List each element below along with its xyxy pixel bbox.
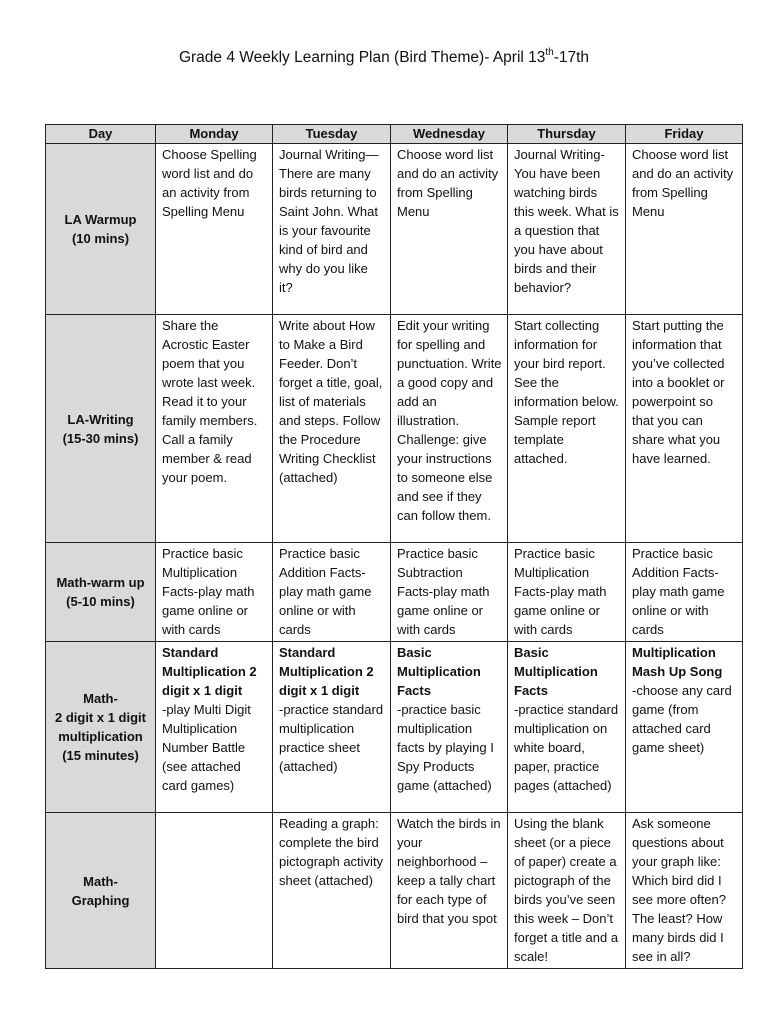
cell-heading: Basic Multiplication Facts	[514, 645, 598, 698]
cell-text: Share the Acrostic Easter poem that you wrote last week. Read it to your family members. Call a family member & read your poem.	[162, 318, 258, 485]
cell-math-graphing-thursday	[508, 813, 626, 969]
cell-math-warmup-friday	[626, 543, 743, 642]
cell-text: Write about How to Make a Bird Feeder. Don’t forget a title, goal, list of materials and steps. Follow the Procedure Writing Checklist (attached)	[279, 318, 383, 485]
header-monday: Monday	[156, 125, 273, 144]
cell-text: Practice basic Addition Facts-play math game online or with cards	[632, 546, 725, 637]
cell-text: Journal Writing—There are many birds returning to Saint John. What is your favourite kind of bird and why do you like it?	[279, 147, 379, 295]
row-label-line: Math-	[83, 691, 118, 706]
title-end: -17th	[553, 49, 590, 67]
row-label-line: (5-10 mins)	[66, 594, 135, 609]
cell-la-warmup-tuesday	[273, 144, 391, 315]
cell-text: Practice basic Multiplication Facts-play math game online or with cards	[162, 546, 255, 637]
cell-math-multiplication-friday	[626, 642, 743, 813]
row-math-warmup	[46, 543, 743, 642]
cell-math-warmup-wednesday	[391, 543, 508, 642]
cell-math-graphing-monday	[156, 813, 273, 969]
cell-math-warmup-thursday	[508, 543, 626, 642]
cell-la-warmup-thursday	[508, 144, 626, 315]
row-label-line: Math-	[83, 873, 118, 889]
row-label-line: Graphing	[71, 892, 130, 908]
cell-text: Choose word list and do an activity from Spelling Menu	[397, 147, 499, 219]
page-title	[0, 48, 768, 67]
row-label-line: (15 minutes)	[62, 748, 139, 763]
cell-la-warmup-wednesday	[391, 144, 508, 315]
row-label-la-writing	[46, 315, 156, 543]
cell-la-warmup-monday	[156, 144, 273, 315]
row-label-line: (10 mins)	[71, 231, 130, 246]
cell-la-writing-tuesday	[273, 315, 391, 543]
cell-text: Practice basic Subtraction Facts-play math game online or with cards	[397, 546, 490, 637]
cell-text: -choose any card game (from attached card game sheet)	[632, 683, 732, 755]
row-label-math-multiplication	[46, 642, 156, 813]
cell-heading: Standard Multiplication 2 digit x 1 digit	[279, 645, 374, 698]
row-label-line: LA-Writing	[67, 411, 134, 427]
cell-text: Choose Spelling word list and do an activity from Spelling Menu	[162, 147, 257, 219]
cell-math-multiplication-wednesday	[391, 642, 508, 813]
cell-text: Ask someone questions about your graph like: Which bird did I see more often? The least? How many birds did I see in all?	[632, 816, 726, 964]
cell-text: Using the blank sheet (or a piece of paper) create a pictograph of the birds you’ve seen this week – Don’t forget a title and a scale!	[514, 816, 619, 964]
row-label-la-warmup	[46, 144, 156, 315]
header-wednesday: Wednesday	[391, 125, 508, 144]
cell-heading: Basic Multiplication Facts	[397, 645, 481, 698]
cell-text: Start collecting information for your bird report. See the information below. Sample report template attached.	[514, 318, 619, 466]
row-label-line: Math-warm up	[56, 575, 145, 590]
row-la-warmup	[46, 144, 743, 315]
cell-math-warmup-tuesday	[273, 543, 391, 642]
cell-la-warmup-friday	[626, 144, 743, 315]
cell-text: -play Multi Digit Multiplication Number Battle (see attached card games)	[162, 702, 251, 793]
cell-math-multiplication-tuesday	[273, 642, 391, 813]
cell-text: Start putting the information that you’ve collected into a booklet or powerpoint so that you can share what you have learned.	[632, 318, 725, 466]
title-main: Grade 4 Weekly Learning Plan (Bird Theme)- April 13	[178, 49, 546, 67]
cell-text: Practice basic Addition Facts-play math game online or with cards	[279, 546, 372, 637]
learning-plan-table	[45, 124, 743, 969]
header-friday: Friday	[626, 125, 743, 144]
cell-text: -practice standard multiplication practice sheet (attached)	[279, 702, 384, 774]
cell-la-writing-friday	[626, 315, 743, 543]
header-thursday: Thursday	[508, 125, 626, 144]
cell-math-graphing-friday	[626, 813, 743, 969]
cell-text: Watch the birds in your neighborhood – keep a tally chart for each type of bird that you spot	[397, 816, 501, 926]
cell-text: Edit your writing for spelling and punctuation. Write a good copy and add an illustration. Challenge: give your instructions to someone else and see if they can follow them.	[397, 318, 502, 523]
cell-la-writing-thursday	[508, 315, 626, 543]
cell-text: Journal Writing- You have been watching birds this week. What is a question that you have about birds and their behavior?	[514, 147, 619, 295]
cell-math-graphing-tuesday	[273, 813, 391, 969]
cell-math-graphing-wednesday	[391, 813, 508, 969]
row-math-multiplication	[46, 642, 743, 813]
title-superscript: th	[545, 47, 554, 58]
row-label-math-graphing	[46, 813, 156, 969]
row-label-line: 2 digit x 1 digit	[54, 710, 146, 725]
header-day: Day	[46, 125, 156, 144]
header-row	[46, 125, 743, 144]
cell-la-writing-wednesday	[391, 315, 508, 543]
cell-math-multiplication-thursday	[508, 642, 626, 813]
cell-heading: Multiplication Mash Up Song	[632, 645, 723, 679]
cell-text: -practice standard multiplication on white board, paper, practice pages (attached)	[514, 702, 619, 793]
row-math-graphing	[46, 813, 743, 969]
cell-la-writing-monday	[156, 315, 273, 543]
row-label-math-warmup	[46, 543, 156, 642]
cell-text: Choose word list and do an activity from Spelling Menu	[632, 147, 734, 219]
cell-heading: Standard Multiplication 2 digit x 1 digit	[162, 645, 257, 698]
cell-math-warmup-monday	[156, 543, 273, 642]
cell-math-multiplication-monday	[156, 642, 273, 813]
row-label-line: (15-30 mins)	[62, 430, 139, 446]
cell-text: Reading a graph: complete the bird pictograph activity sheet (attached)	[279, 816, 384, 888]
row-la-writing	[46, 315, 743, 543]
header-tuesday: Tuesday	[273, 125, 391, 144]
row-label-line: LA Warmup	[64, 212, 137, 227]
row-label-line: multiplication	[58, 729, 143, 744]
cell-text: -practice basic multiplication facts by playing I Spy Products game (attached)	[397, 702, 494, 793]
cell-text: Practice basic Multiplication Facts-play math game online or with cards	[514, 546, 607, 637]
